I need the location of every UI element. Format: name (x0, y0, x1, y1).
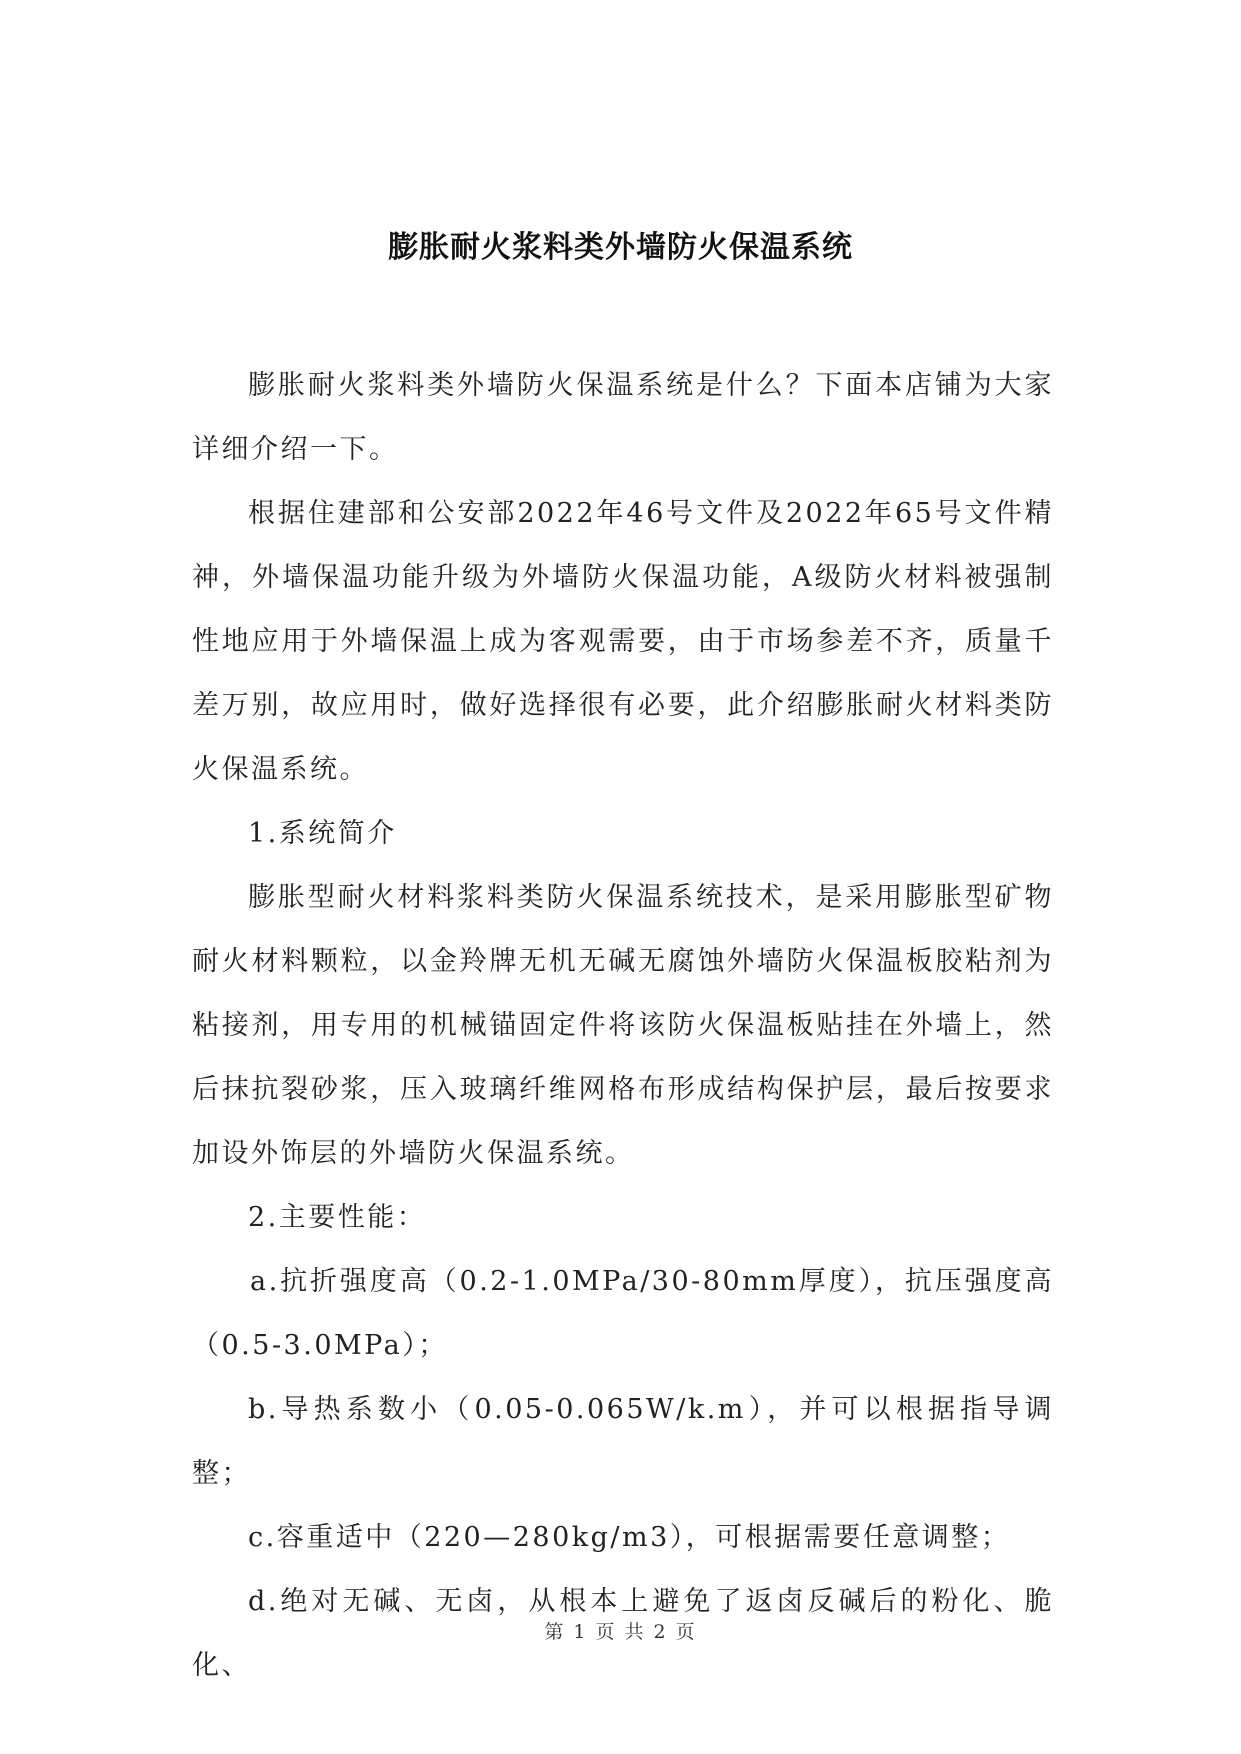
list-item-b: b.导热系数小（0.05-0.065W/k.m），并可以根据指导调整； (192, 1394, 1054, 1489)
paragraph-intro: 膨胀耐火浆料类外墙防火保温系统是什么？下面本店铺为大家详细介绍一下。 (192, 370, 1054, 465)
list-item-c: c.容重适中（220—280kg/m3），可根据需要任意调整； (248, 1522, 1011, 1553)
page-number-footer: 第 1 页 共 2 页 (544, 1621, 697, 1643)
document-title: 膨胀耐火浆料类外墙防火保温系统 (388, 230, 853, 265)
paragraph-system-description: 膨胀型耐火材料浆料类防火保温系统技术，是采用膨胀型矿物耐火材料颗粒，以金羚牌无机无碱无腐蚀外墙防火保温板胶粘剂为粘接剂，用专用的机械锚固定件将该防火保温板贴挂在外墙上，然后抹抗裂砂浆，压入玻璃纤维网格布形成结构保护层，最后按要求加设外饰层的外墙防火保温系统。 (192, 882, 1054, 1169)
section-heading-main-performance: 2.主要性能： (248, 1202, 427, 1233)
paragraph-background: 根据住建部和公安部2022年46号文件及2022年65号文件精神，外墙保温功能升级为外墙防火保温功能，A级防火材料被强制性地应用于外墙保温上成为客观需要，由于市场参差不齐，质量千差万别，故应用时，做好选择很有必要，此介绍膨胀耐火材料类防火保温系统。 (192, 498, 1054, 785)
section-heading-system-intro: 1.系统简介 (248, 818, 397, 849)
list-item-a: a.抗折强度高（0.2-1.0MPa/30-80mm厚度），抗压强度高（0.5-3.0MPa）； (192, 1266, 1054, 1361)
list-item-d: d.绝对无碱、无卤，从根本上避免了返卤反碱后的粉化、脆化、 (192, 1586, 1054, 1681)
document-body (192, 354, 1054, 1698)
